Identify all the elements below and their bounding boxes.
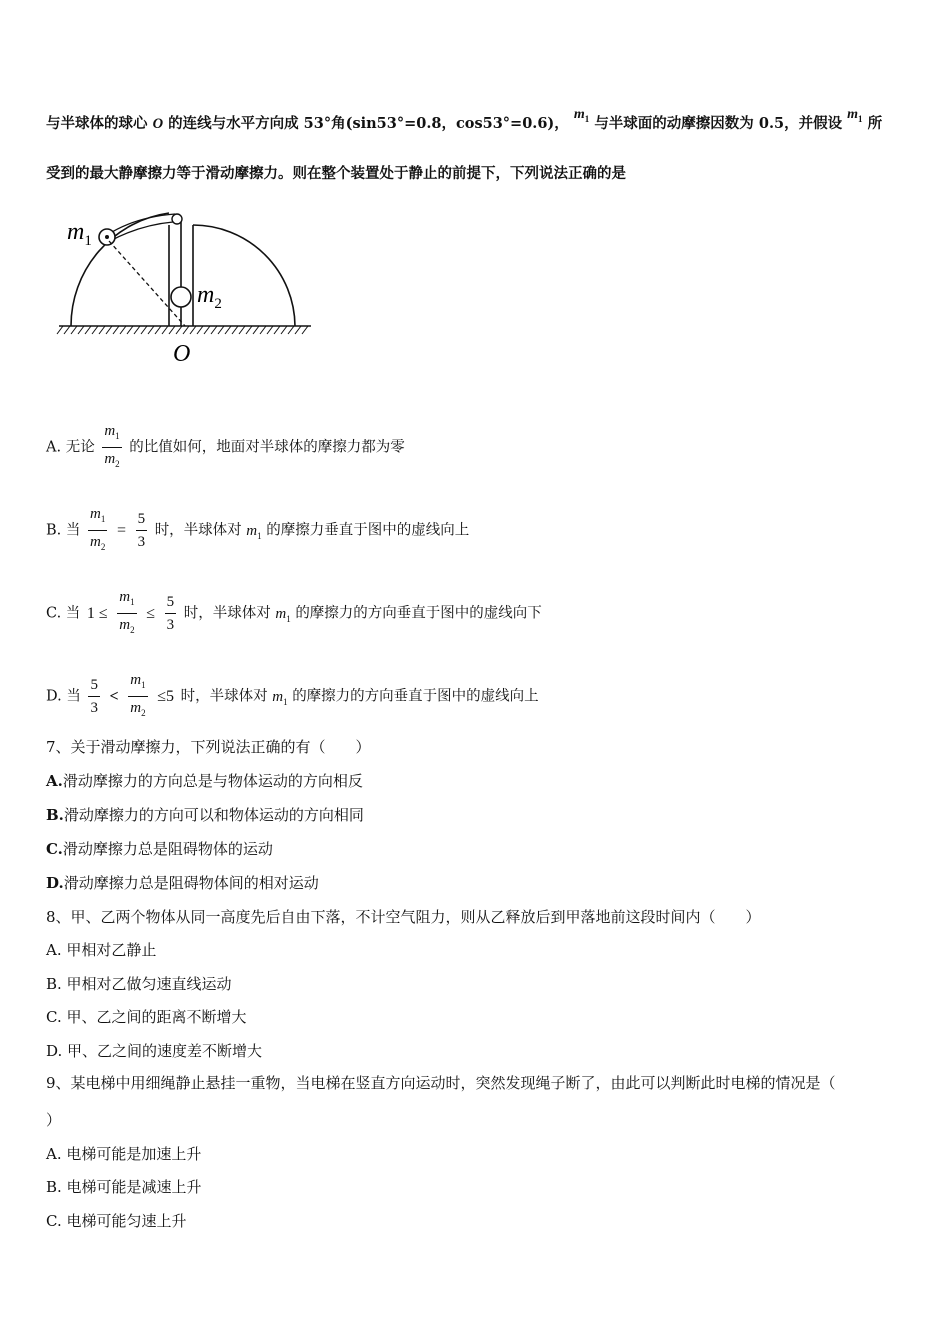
label-m2: $m_2$: [197, 282, 222, 312]
hatch-mark: [134, 326, 140, 334]
q9-option-b: B. 电梯可能是减速上升: [46, 1178, 202, 1196]
hatch-mark: [274, 326, 280, 334]
center-o-label: O: [152, 116, 164, 132]
dashed-radius-line: [109, 241, 185, 326]
intro-line-2: 受到的最大静摩擦力等于滑动摩擦力。则在整个装置处于静止的前提下，下列说法正确的是: [46, 165, 626, 182]
q7-option-c: C.滑动摩擦力总是阻碍物体的运动: [46, 840, 273, 858]
option-c-prefix: C. 当: [46, 605, 81, 622]
hatch-mark: [232, 326, 238, 334]
q8-stem: 8、甲、乙两个物体从同一高度先后自由下落，不计空气阻力，则从乙释放后到甲落地前这段时间内（ ）: [46, 908, 761, 926]
hatch-mark: [169, 326, 175, 334]
option-d-text: 的摩擦力的方向垂直于图中的虚线向上: [292, 688, 539, 705]
intro-text-a: 与半球体的球心: [46, 115, 148, 132]
q7-option-a: A.滑动摩擦力的方向总是与物体运动的方向相反: [46, 772, 363, 790]
le-sign: ≤: [98, 604, 108, 622]
m1-variable: $m_1$: [275, 605, 291, 624]
hatch-mark: [162, 326, 168, 334]
mass-m2-ball: [171, 287, 191, 307]
hatch-mark: [281, 326, 287, 334]
rope-top: [107, 214, 175, 235]
ratio-m1-m2: $\frac{m_1}{m_2}$: [117, 586, 136, 641]
option-d-prefix: D. 当: [46, 688, 81, 705]
q9-stem: 9、某电梯中用细绳静止悬挂一重物，当电梯在竖直方向运动时，突然发现绳子断了，由此可以判断此时电梯的情况是（: [46, 1074, 836, 1092]
hemisphere-figure: [55, 205, 320, 370]
fraction-five-thirds: $\frac{5}{3}$: [88, 674, 100, 719]
hatch-mark: [190, 326, 196, 334]
hatch-mark: [120, 326, 126, 334]
le-five: ≤5: [157, 687, 175, 705]
pulley-icon: [172, 214, 182, 224]
number-one: 1: [86, 604, 95, 622]
option-a-text: 的比值如何，地面对半球体的摩擦力都为零: [129, 439, 405, 456]
intro-text-c: 与半球面的动摩擦因数为 0.5，并假设: [594, 115, 843, 132]
hatch-mark: [113, 326, 119, 334]
fraction-five-thirds: $\frac{5}{3}$: [165, 591, 177, 636]
intro-text-b: 的连线与水平方向成 53°角(sin53°=0.8，cos53°=0.6)，: [168, 115, 569, 132]
le-sign: ≤: [146, 604, 156, 622]
q8-option-b: B. 甲相对乙做匀速直线运动: [46, 975, 232, 993]
hatch-mark: [176, 326, 182, 334]
hatch-mark: [288, 326, 294, 334]
ground-hatch: [57, 326, 308, 334]
m1-variable: $m_1$: [246, 522, 262, 541]
m1-variable: $m_1$: [573, 107, 590, 124]
hemisphere-right-arc: [193, 225, 295, 326]
hatch-mark: [78, 326, 84, 334]
intro-text-d: 所: [867, 115, 883, 132]
hatch-mark: [127, 326, 133, 334]
label-m1: $m_1$: [67, 219, 92, 249]
hatch-mark: [302, 326, 308, 334]
option-b-mid: 时，半球体对: [154, 522, 242, 539]
label-o: O: [173, 341, 191, 367]
q9-option-c: C. 电梯可能匀速上升: [46, 1212, 187, 1230]
fraction-five-thirds: $\frac{5}{3}$: [136, 508, 148, 553]
q8-option-c: C. 甲、乙之间的距离不断增大: [46, 1008, 247, 1026]
hatch-mark: [295, 326, 301, 334]
ratio-m1-m2: $\frac{m_1}{m_2}$: [128, 669, 147, 724]
hatch-mark: [267, 326, 273, 334]
m1-variable: $m_1$: [272, 688, 288, 707]
ratio-m1-m2: $\frac{m_1}{m_2}$: [102, 420, 121, 475]
q8-option-a: A. 甲相对乙静止: [46, 941, 157, 959]
q6-option-c: [46, 586, 542, 641]
hatch-mark: [85, 326, 91, 334]
q6-option-d: [46, 669, 539, 724]
lt-sign: <: [109, 687, 119, 705]
ratio-m1-m2: $\frac{m_1}{m_2}$: [88, 503, 107, 558]
hatch-mark: [260, 326, 266, 334]
q7-stem: 7、关于滑动摩擦力，下列说法正确的有（ ）: [46, 738, 371, 756]
hatch-mark: [204, 326, 210, 334]
q7-option-b: B.滑动摩擦力的方向可以和物体运动的方向相同: [46, 806, 364, 824]
option-c-mid: 时，半球体对: [183, 605, 271, 622]
option-d-mid: 时，半球体对: [180, 688, 268, 705]
q9-option-a: A. 电梯可能是加速上升: [46, 1145, 202, 1163]
hatch-mark: [148, 326, 154, 334]
hatch-mark: [57, 326, 63, 334]
intro-line-1: [46, 107, 883, 139]
m1-variable: $m_1$: [847, 107, 863, 124]
hatch-mark: [106, 326, 112, 334]
equals-sign: =: [116, 521, 126, 539]
q7-option-d: D.滑动摩擦力总是阻碍物体间的相对运动: [46, 874, 319, 892]
hatch-mark: [239, 326, 245, 334]
hatch-mark: [64, 326, 70, 334]
q6-option-b: [46, 503, 469, 558]
q6-option-a: [46, 420, 405, 475]
rope-bottom: [110, 222, 173, 241]
hatch-mark: [218, 326, 224, 334]
hatch-mark: [197, 326, 203, 334]
hatch-mark: [92, 326, 98, 334]
hatch-mark: [183, 326, 189, 334]
hatch-mark: [141, 326, 147, 334]
hatch-mark: [253, 326, 259, 334]
mass-m1-center: [105, 235, 109, 239]
hatch-mark: [155, 326, 161, 334]
hemisphere-left-arc: [71, 213, 169, 326]
option-a-prefix: A. 无论: [46, 439, 95, 456]
hatch-mark: [246, 326, 252, 334]
option-b-prefix: B. 当: [46, 522, 81, 539]
hatch-mark: [71, 326, 77, 334]
option-b-text: 的摩擦力垂直于图中的虚线向上: [266, 522, 470, 539]
hatch-mark: [99, 326, 105, 334]
hatch-mark: [225, 326, 231, 334]
q9-stem-end: ）: [46, 1111, 62, 1129]
q8-option-d: D. 甲、乙之间的速度差不断增大: [46, 1042, 263, 1060]
hatch-mark: [211, 326, 217, 334]
option-c-text: 的摩擦力的方向垂直于图中的虚线向下: [295, 605, 542, 622]
